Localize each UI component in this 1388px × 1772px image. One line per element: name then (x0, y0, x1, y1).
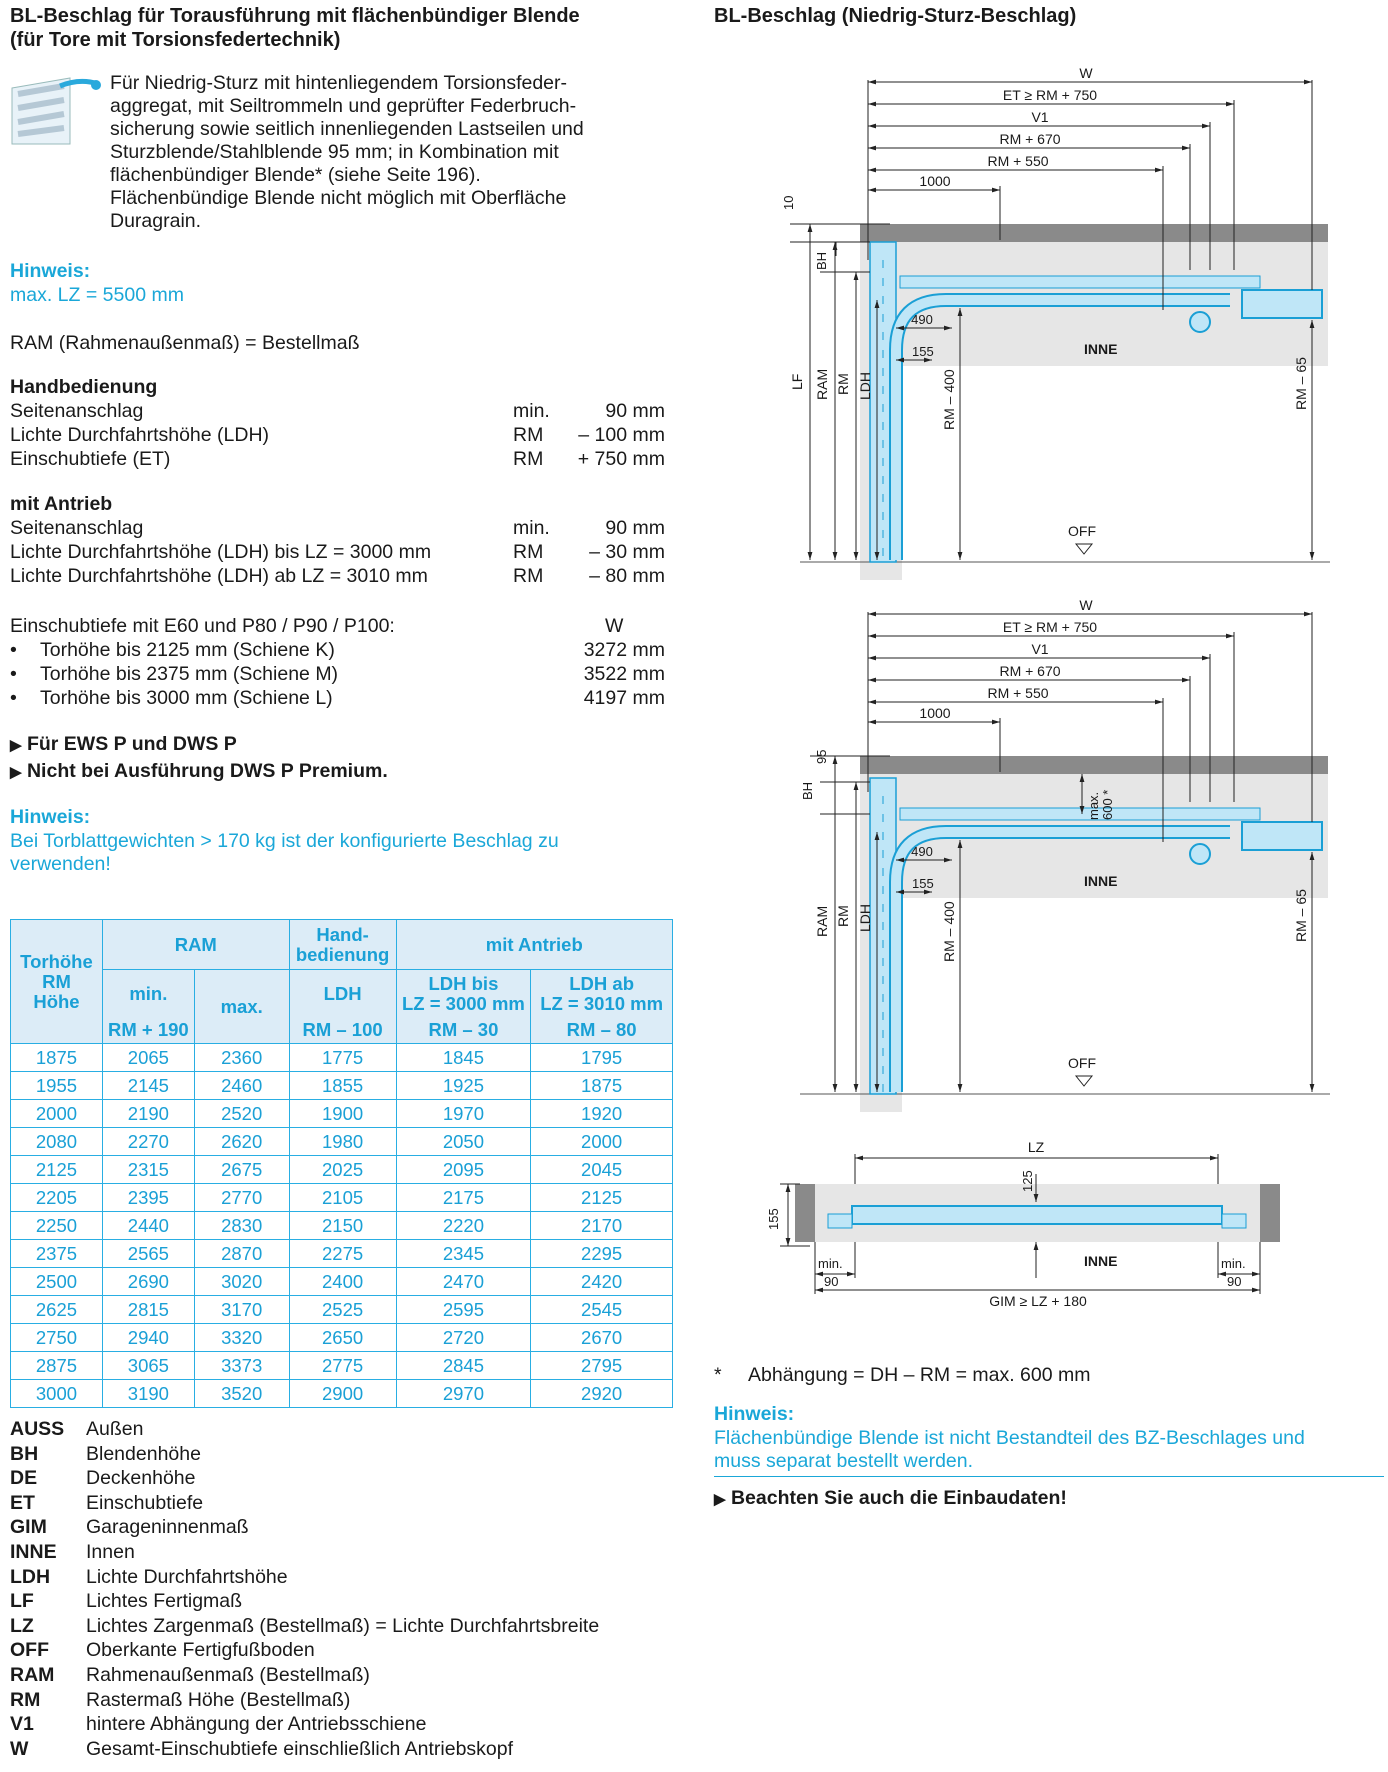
antrieb-row (10, 541, 665, 565)
table-cell: 2150 (289, 1212, 396, 1240)
label-v1: V1 (1031, 641, 1049, 657)
table-cell: 2875 (11, 1352, 103, 1380)
table-cell: 3020 (194, 1268, 289, 1296)
legend-item (10, 1689, 710, 1713)
label-155: 155 (766, 1208, 781, 1230)
table-cell: 1775 (289, 1044, 396, 1072)
legend-item (10, 1443, 710, 1467)
antrieb-row-unit: RM (513, 541, 544, 563)
arrow-note-3-text: Beachten Sie auch die Einbaudaten! (730, 1487, 1067, 1509)
left-title (10, 4, 580, 52)
header-ldh-bis-1: LDH bis (428, 972, 499, 994)
table-cell: 2080 (11, 1128, 103, 1156)
legend-key: BH (10, 1442, 39, 1465)
label-125: 125 (1020, 1170, 1035, 1192)
table-cell: 2870 (194, 1240, 289, 1268)
off-marker-icon (1076, 544, 1092, 554)
header-torhoehe-3: Höhe (33, 990, 80, 1012)
table-cell: 2420 (531, 1268, 673, 1296)
ram-note: RAM (Rahmenaußenmaß) = Bestellmaß (10, 332, 360, 354)
bullet: • (10, 687, 17, 709)
antrieb-row (10, 565, 665, 589)
table-cell: 2175 (396, 1184, 531, 1212)
table-cell: 2595 (396, 1296, 531, 1324)
label-155: 155 (912, 344, 934, 359)
table-cell: 3000 (11, 1380, 103, 1408)
intro-line: flächenbündiger Blende* (siehe Seite 196). (110, 164, 481, 186)
table-cell: 2845 (396, 1352, 531, 1380)
legend-key: ET (10, 1491, 35, 1514)
table-cell: 2125 (531, 1184, 673, 1212)
label-lf: LF (789, 373, 805, 390)
label-90-left: 90 (824, 1274, 839, 1289)
hand-row-value: + 750 mm (577, 448, 665, 470)
table-row (11, 1184, 673, 1212)
divider (714, 1476, 1384, 1477)
arrow-note-2-text: Nicht bei Ausführung DWS P Premium. (26, 760, 388, 782)
spec-table (10, 919, 673, 1408)
off-marker-icon (1076, 1076, 1092, 1086)
table-cell: 3190 (102, 1380, 194, 1408)
table-cell: 2545 (531, 1296, 673, 1324)
hand-row-label: Seitenanschlag (10, 400, 144, 422)
bullet: • (10, 663, 17, 685)
et-row (10, 663, 665, 687)
intro-line: Flächenbündige Blende nicht möglich mit Oberfläche (110, 187, 567, 209)
table-cell: 2470 (396, 1268, 531, 1296)
hinweis-2-line: Bei Torblattgewichten > 170 kg ist der konfigurierte Beschlag zu (10, 830, 559, 852)
antrieb-row (10, 517, 665, 541)
table-cell: 3373 (194, 1352, 289, 1380)
hand-row-label: Lichte Durchfahrtshöhe (LDH) (10, 424, 270, 446)
bracket-right (1222, 1214, 1246, 1228)
legend-item (10, 1541, 710, 1565)
arrow-right-icon: ▶ (10, 764, 22, 781)
hinweis-3-label: Hinweis: (714, 1403, 795, 1425)
label-rm670: RM + 670 (999, 131, 1061, 147)
arrow-note-3 (714, 1487, 1067, 1511)
hinweis-2-label: Hinweis: (10, 806, 91, 828)
hand-row-value: – 100 mm (578, 424, 665, 446)
table-cell: 3170 (194, 1296, 289, 1324)
table-cell: 2170 (531, 1212, 673, 1240)
table-row (11, 1268, 673, 1296)
legend-item (10, 1418, 710, 1442)
header-torhoehe-1: Torhöhe (20, 950, 93, 972)
antrieb-row-value: – 80 mm (589, 565, 665, 587)
legend-key: OFF (10, 1639, 49, 1662)
table-cell: 2920 (531, 1380, 673, 1408)
header-ldh-bis-2: LZ = 3000 mm (401, 992, 525, 1014)
et-row-value: 4197 mm (583, 687, 665, 709)
table-cell: 2000 (531, 1128, 673, 1156)
table-cell: 2045 (531, 1156, 673, 1184)
table-row (11, 1072, 673, 1100)
hand-row-unit: min. (513, 400, 550, 422)
intro-line: Duragrain. (110, 210, 202, 232)
label-rm65: RM – 65 (1293, 889, 1309, 942)
arrow-note-1-text: Für EWS P und DWS P (26, 733, 237, 755)
table-cell: 2620 (194, 1128, 289, 1156)
label-ram: RAM (814, 905, 830, 937)
table-cell: 2775 (289, 1352, 396, 1380)
label-ram: RAM (814, 368, 830, 400)
hand-row-unit: RM (513, 424, 544, 446)
antrieb-row-label: Lichte Durchfahrtshöhe (LDH) ab LZ = 3010 mm (10, 565, 428, 587)
table-cell: 2750 (11, 1324, 103, 1352)
label-off: OFF (1068, 1055, 1096, 1071)
header-ldh: LDH (289, 970, 396, 1018)
garage-door-icon (10, 74, 102, 146)
et-row (10, 639, 665, 663)
header-bis-formula: RM – 30 (396, 1018, 531, 1044)
motor (1242, 822, 1322, 850)
label-w: W (1079, 65, 1093, 81)
table-row (11, 1044, 673, 1072)
table-cell: 2050 (396, 1128, 531, 1156)
table-cell: 2675 (194, 1156, 289, 1184)
table-cell: 1900 (289, 1100, 396, 1128)
label-rm670: RM + 670 (999, 663, 1061, 679)
table-cell: 1855 (289, 1072, 396, 1100)
drum (1190, 844, 1210, 864)
header-antrieb: mit Antrieb (396, 920, 672, 970)
et-row (10, 687, 665, 711)
legend-desc: Innen (86, 1541, 135, 1563)
label-min-left: min. (818, 1256, 843, 1271)
footnote-star: * (714, 1364, 722, 1386)
table-cell: 2315 (102, 1156, 194, 1184)
table-cell: 2720 (396, 1324, 531, 1352)
label-inne: INNE (1084, 341, 1118, 357)
arrow-note-1 (10, 733, 237, 757)
table-cell: 2670 (531, 1324, 673, 1352)
et-title: Einschubtiefe mit E60 und P80 / P90 / P100: (10, 615, 395, 637)
antrieb-row-unit: RM (513, 565, 544, 587)
legend-key: GIM (10, 1516, 47, 1539)
legend-desc: Garageninnenmaß (86, 1516, 249, 1539)
table-cell: 2770 (194, 1184, 289, 1212)
header-ldh-ab (531, 970, 673, 1018)
header-max: max. (194, 970, 289, 1044)
label-rm65: RM – 65 (1293, 357, 1309, 410)
et-row-label: Torhöhe bis 2375 mm (Schiene M) (40, 663, 339, 685)
table-cell: 2025 (289, 1156, 396, 1184)
label-et: ET ≥ RM + 750 (1002, 87, 1098, 103)
table-row (11, 1296, 673, 1324)
legend-key: RAM (10, 1664, 55, 1686)
header-hand-1: Hand- (316, 923, 369, 945)
table-cell: 2345 (396, 1240, 531, 1268)
table-row (11, 1100, 673, 1128)
header-hand-formula: RM – 100 (289, 1018, 396, 1044)
rail (900, 808, 1260, 820)
table-cell: 2440 (102, 1212, 194, 1240)
hand-row (10, 448, 665, 472)
table-cell: 2295 (531, 1240, 673, 1268)
legend-key: LDH (10, 1565, 51, 1588)
header-hand (289, 920, 396, 970)
header-ldh-ab-2: LZ = 3010 mm (540, 992, 664, 1014)
legend-desc: Oberkante Fertigfußboden (86, 1639, 315, 1662)
bracket-left (828, 1214, 852, 1228)
bullet: • (10, 639, 17, 661)
hinweis-2-line: verwenden! (10, 853, 111, 875)
label-bh: BH (800, 781, 815, 800)
diagram-plan-view (700, 1134, 1388, 1314)
label-1000: 1000 (919, 173, 951, 189)
arrow-right-icon: ▶ (714, 1491, 726, 1508)
rail (900, 276, 1260, 288)
diagram-niedrig-sturz-2 (700, 592, 1388, 1112)
legend-item (10, 1639, 710, 1663)
label-90-right: 90 (1227, 1274, 1242, 1289)
legend-item (10, 1615, 710, 1639)
label-rm400: RM – 400 (941, 901, 957, 962)
legend-key: AUSS (10, 1418, 65, 1440)
table-cell: 2650 (289, 1324, 396, 1352)
door-plan (852, 1206, 1222, 1224)
hinweis-1-label: Hinweis: (10, 260, 91, 282)
et-row-value: 3272 mm (583, 639, 665, 661)
table-cell: 3520 (194, 1380, 289, 1408)
label-off: OFF (1068, 523, 1096, 539)
legend-desc: Lichte Durchfahrtshöhe (86, 1565, 288, 1588)
label-600: 600 * (1100, 789, 1115, 820)
label-ldh: LDH (857, 371, 873, 400)
et-row-label: Torhöhe bis 2125 mm (Schiene K) (40, 639, 335, 661)
table-cell: 1980 (289, 1128, 396, 1156)
hand-row-value: 90 mm (605, 400, 665, 422)
label-w: W (1079, 597, 1093, 613)
legend-desc: Deckenhöhe (86, 1467, 196, 1490)
label-490: 490 (911, 844, 933, 859)
et-row-label: Torhöhe bis 3000 mm (Schiene L) (40, 687, 333, 709)
legend-desc: hintere Abhängung der Antriebsschiene (86, 1713, 427, 1736)
label-et: ET ≥ RM + 750 (1002, 619, 1098, 635)
antrieb-row-value: – 30 mm (589, 541, 665, 563)
antrieb-row-label: Seitenanschlag (10, 517, 144, 539)
legend-desc: Rastermaß Höhe (Bestellmaß) (86, 1688, 351, 1711)
legend-key: W (10, 1737, 29, 1760)
header-hand-2: bedienung (295, 943, 390, 965)
legend-item (10, 1738, 710, 1762)
table-row (11, 1324, 673, 1352)
label-1000: 1000 (919, 705, 951, 721)
legend-item (10, 1590, 710, 1614)
legend-desc: Blendenhöhe (86, 1442, 201, 1465)
header-ab-formula: RM – 80 (531, 1018, 673, 1044)
table-cell: 1795 (531, 1044, 673, 1072)
legend-item (10, 1713, 710, 1737)
header-torhoehe (11, 920, 103, 1044)
legend-key: V1 (10, 1713, 34, 1736)
table-cell: 2205 (11, 1184, 103, 1212)
label-inne: INNE (1084, 873, 1118, 889)
legend-desc: Lichtes Fertigmaß (86, 1590, 243, 1613)
right-title: BL-Beschlag (Niedrig-Sturz-Beschlag) (714, 5, 1077, 27)
ceiling (860, 756, 1328, 774)
table-cell: 2250 (11, 1212, 103, 1240)
hinweis-3-line: Flächenbündige Blende ist nicht Bestandteil des BZ-Beschlages und (714, 1427, 1305, 1449)
table-cell: 2795 (531, 1352, 673, 1380)
table-cell: 2400 (289, 1268, 396, 1296)
arrow-right-icon: ▶ (10, 737, 22, 754)
et-row-value: 3522 mm (583, 663, 665, 685)
table-cell: 2625 (11, 1296, 103, 1324)
intro-line: Für Niedrig-Sturz mit hintenliegendem Torsionsfeder- (110, 72, 568, 94)
diagram-niedrig-sturz-1 (700, 60, 1388, 580)
hinweis-1-text: max. LZ = 5500 mm (10, 284, 184, 306)
header-min: min. (102, 970, 194, 1018)
label-min-right: min. (1221, 1256, 1246, 1271)
legend-key: RM (10, 1688, 41, 1711)
label-155: 155 (912, 876, 934, 891)
table-row (11, 1212, 673, 1240)
header-min-formula: RM + 190 (102, 1018, 194, 1044)
legend-key: LF (10, 1590, 34, 1613)
table-cell: 1920 (531, 1100, 673, 1128)
header-ram: RAM (102, 920, 289, 970)
table-cell: 3320 (194, 1324, 289, 1352)
legend-key: LZ (10, 1614, 34, 1637)
table-cell: 2460 (194, 1072, 289, 1100)
table-row (11, 1128, 673, 1156)
table-cell: 2565 (102, 1240, 194, 1268)
table-cell: 2520 (194, 1100, 289, 1128)
table-cell: 1875 (531, 1072, 673, 1100)
table-cell: 2220 (396, 1212, 531, 1240)
table-cell: 3065 (102, 1352, 194, 1380)
antrieb-row-label: Lichte Durchfahrtshöhe (LDH) bis LZ = 3000 mm (10, 541, 432, 563)
intro-line: sicherung sowie seitlich innenliegenden Lastseilen und (110, 118, 584, 140)
table-cell: 2690 (102, 1268, 194, 1296)
label-max: max. (1086, 791, 1101, 820)
label-490: 490 (911, 312, 933, 327)
ceiling (860, 224, 1328, 242)
table-cell: 1875 (11, 1044, 103, 1072)
table-cell: 2900 (289, 1380, 396, 1408)
table-row (11, 1352, 673, 1380)
table-cell: 2275 (289, 1240, 396, 1268)
table-cell: 2830 (194, 1212, 289, 1240)
drum (1190, 312, 1210, 332)
legend-desc: Rahmenaußenmaß (Bestellmaß) (86, 1664, 370, 1686)
hinweis-2-text (10, 830, 559, 876)
hand-title: Handbedienung (10, 376, 158, 398)
hinweis-3-text (714, 1427, 1384, 1473)
legend-item (10, 1516, 710, 1540)
antrieb-row-value: 90 mm (605, 517, 665, 539)
table-row (11, 1240, 673, 1268)
legend-desc: Einschubtiefe (86, 1491, 204, 1514)
arrow-note-2 (10, 760, 388, 784)
label-rm: RM (835, 373, 851, 395)
title-line-2: (für Tore mit Torsionsfedertechnik) (10, 29, 341, 51)
table-cell: 2095 (396, 1156, 531, 1184)
table-cell: 1970 (396, 1100, 531, 1128)
legend-key: INNE (10, 1541, 57, 1563)
table-cell: 2500 (11, 1268, 103, 1296)
title-line-1: BL-Beschlag für Torausführung mit flächenbündiger Blende (10, 5, 580, 27)
label-inne: INNE (1084, 1253, 1118, 1269)
legend-item (10, 1566, 710, 1590)
label-bh: BH (814, 251, 829, 270)
table-cell: 2940 (102, 1324, 194, 1352)
legend-desc: Außen (86, 1418, 144, 1440)
table-cell: 2145 (102, 1072, 194, 1100)
et-title-row (10, 615, 665, 639)
intro-line: aggregat, mit Seiltrommeln und geprüfter Federbruch- (110, 95, 577, 117)
legend-item (10, 1467, 710, 1491)
label-rm550: RM + 550 (987, 153, 1049, 169)
antrieb-title: mit Antrieb (10, 493, 113, 515)
table-cell: 2525 (289, 1296, 396, 1324)
table-row (11, 1380, 673, 1408)
legend-desc: Gesamt-Einschubtiefe einschließlich Antriebskopf (86, 1737, 514, 1760)
table-cell: 1925 (396, 1072, 531, 1100)
table-cell: 2395 (102, 1184, 194, 1212)
legend-item (10, 1664, 710, 1688)
table-cell: 2190 (102, 1100, 194, 1128)
table-cell: 2105 (289, 1184, 396, 1212)
antrieb-row-unit: min. (513, 517, 550, 539)
intro-line: Sturzblende/Stahlblende 95 mm; in Kombination mit (110, 141, 559, 163)
table-cell: 2970 (396, 1380, 531, 1408)
motor (1242, 290, 1322, 318)
label-95: 95 (814, 749, 829, 764)
table-body (11, 1044, 673, 1408)
hand-row-label: Einschubtiefe (ET) (10, 448, 171, 470)
table-cell: 2360 (194, 1044, 289, 1072)
table-cell: 2375 (11, 1240, 103, 1268)
table-cell: 1845 (396, 1044, 531, 1072)
label-10: 10 (781, 195, 796, 210)
hand-row (10, 424, 665, 448)
label-lz: LZ (1027, 1139, 1045, 1155)
label-v1: V1 (1031, 109, 1049, 125)
hand-row-unit: RM (513, 448, 544, 470)
table-cell: 2270 (102, 1128, 194, 1156)
table-cell: 2000 (11, 1100, 103, 1128)
header-ldh-bis (396, 970, 531, 1018)
label-ldh: LDH (857, 903, 873, 932)
table-cell: 1955 (11, 1072, 103, 1100)
table-cell: 2815 (102, 1296, 194, 1324)
label-rm400: RM – 400 (941, 369, 957, 430)
table-row (11, 1156, 673, 1184)
footnote: Abhängung = DH – RM = max. 600 mm (748, 1364, 1091, 1386)
intro-text (110, 72, 670, 233)
legend-key: DE (10, 1467, 38, 1490)
legend-desc: Lichtes Zargenmaß (Bestellmaß) = Lichte Durchfahrtsbreite (86, 1614, 600, 1637)
table-cell: 2125 (11, 1156, 103, 1184)
table-cell: 2065 (102, 1044, 194, 1072)
header-torhoehe-2: RM (42, 970, 71, 992)
label-rm: RM (835, 905, 851, 927)
label-rm550: RM + 550 (987, 685, 1049, 701)
et-unit: W (605, 615, 624, 637)
hand-row (10, 400, 665, 424)
legend-item (10, 1492, 710, 1516)
header-ldh-ab-1: LDH ab (569, 972, 634, 994)
label-gim: GIM ≥ LZ + 180 (989, 1293, 1087, 1309)
hinweis-3-line: muss separat bestellt werden. (714, 1450, 974, 1472)
